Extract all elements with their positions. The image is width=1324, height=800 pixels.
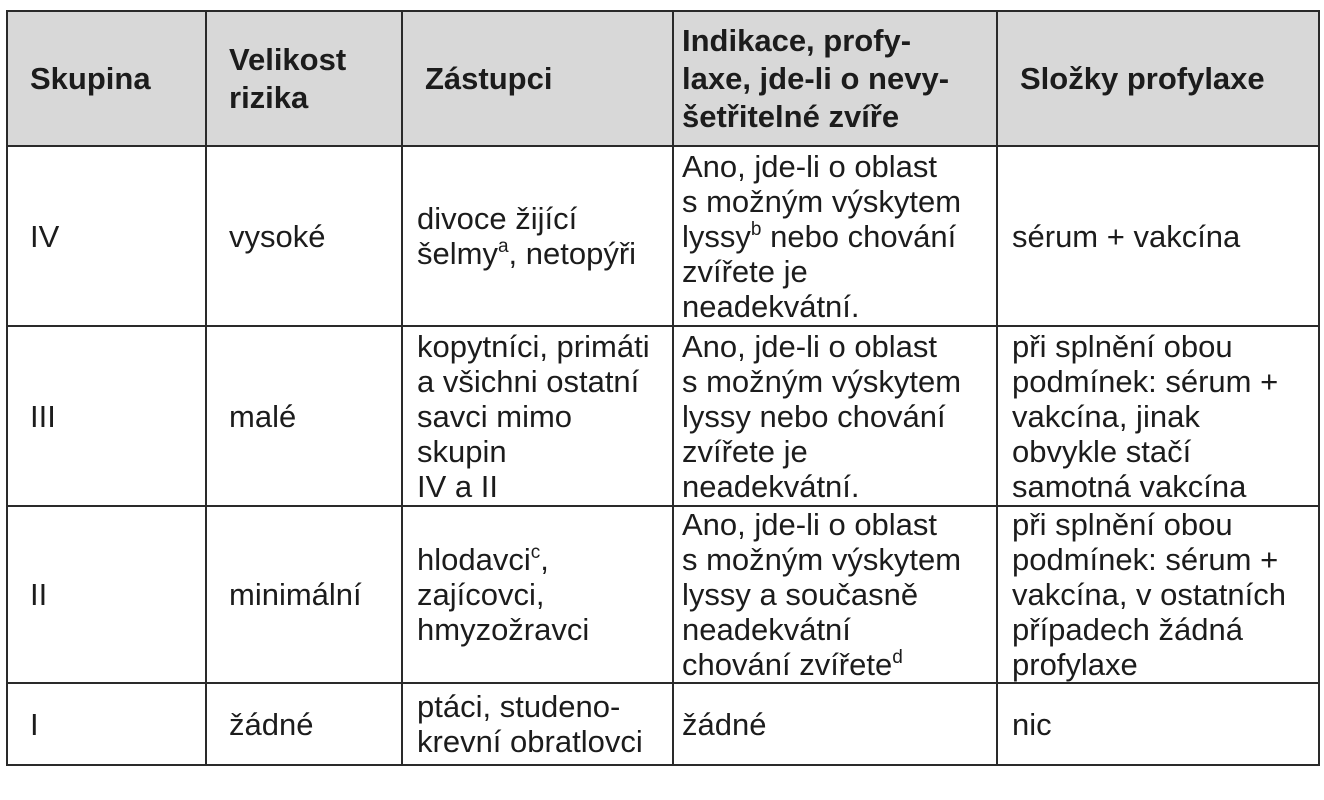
header-row <box>7 11 1319 146</box>
cell-indikace: Ano, jde-li o oblast s možným výskytem lyssy nebo chování zvířete je neadekvátní. <box>673 326 997 506</box>
header-indikace: Indikace, profy- laxe, jde-li o nevy- šetřitelné zvíře <box>673 11 997 146</box>
cell-skupina: III <box>7 326 206 506</box>
footnote-marker: c <box>530 542 541 563</box>
cell-velikost: žádné <box>206 683 402 765</box>
cell-zastupci: ptáci, studeno- krevní obratlovci <box>402 683 673 765</box>
table-row <box>7 683 1319 765</box>
cell-indikace: Ano, jde-li o oblast s možným výskytem lyssy$^b$ nebo chování zvířete je neadekvátní. <box>673 146 997 326</box>
header-zastupci: Zástupci <box>402 11 673 146</box>
cell-slozky: nic <box>997 683 1319 765</box>
cell-skupina: IV <box>7 146 206 326</box>
header-slozky-profylaxe: Složky profylaxe <box>997 11 1319 146</box>
table-body <box>7 146 1319 765</box>
header-velikost-rizika: Velikost rizika <box>206 11 402 146</box>
cell-zastupci: divoce žijící šelmy$^a$, netopýři <box>402 146 673 326</box>
indikace-line-with-footnote: lyssy$^b$ nebo chování <box>682 218 957 254</box>
cell-slozky: při splnění obou podmínek: sérum + vakcína, v ostatních případech žádná profylaxe <box>997 506 1319 683</box>
cell-zastupci: hlodavci$^c$, zajícovci, hmyzožravci <box>402 506 673 683</box>
cell-indikace: Ano, jde-li o oblast s možným výskytem lyssy a současně neadekvátní chování zvířete$^d$ <box>673 506 997 683</box>
rabies-risk-table <box>6 10 1320 766</box>
cell-skupina: I <box>7 683 206 765</box>
table-row <box>7 326 1319 506</box>
cell-velikost: minimální <box>206 506 402 683</box>
header-skupina: Skupina <box>7 11 206 146</box>
cell-indikace: žádné <box>673 683 997 765</box>
cell-skupina: II <box>7 506 206 683</box>
footnote-marker: b <box>750 218 762 240</box>
zastupci-line-with-footnote: hlodavci$^c$, <box>417 542 549 577</box>
cell-velikost: malé <box>206 326 402 506</box>
table-row <box>7 146 1319 326</box>
footnote-marker: a <box>497 236 509 257</box>
cell-velikost: vysoké <box>206 146 402 326</box>
cell-slozky: sérum + vakcína <box>997 146 1319 326</box>
table-header <box>7 11 1319 146</box>
cell-slozky: při splnění obou podmínek: sérum + vakcína, jinak obvykle stačí samotná vakcína <box>997 326 1319 506</box>
table-row <box>7 506 1319 683</box>
footnote-marker: d <box>892 647 903 668</box>
indikace-line-with-footnote: chování zvířete$^d$ <box>682 647 903 682</box>
zastupci-line-with-footnote: šelmy$^a$, netopýři <box>417 236 637 271</box>
cell-zastupci: kopytníci, primáti a všichni ostatní savci mimo skupin IV a II <box>402 326 673 506</box>
